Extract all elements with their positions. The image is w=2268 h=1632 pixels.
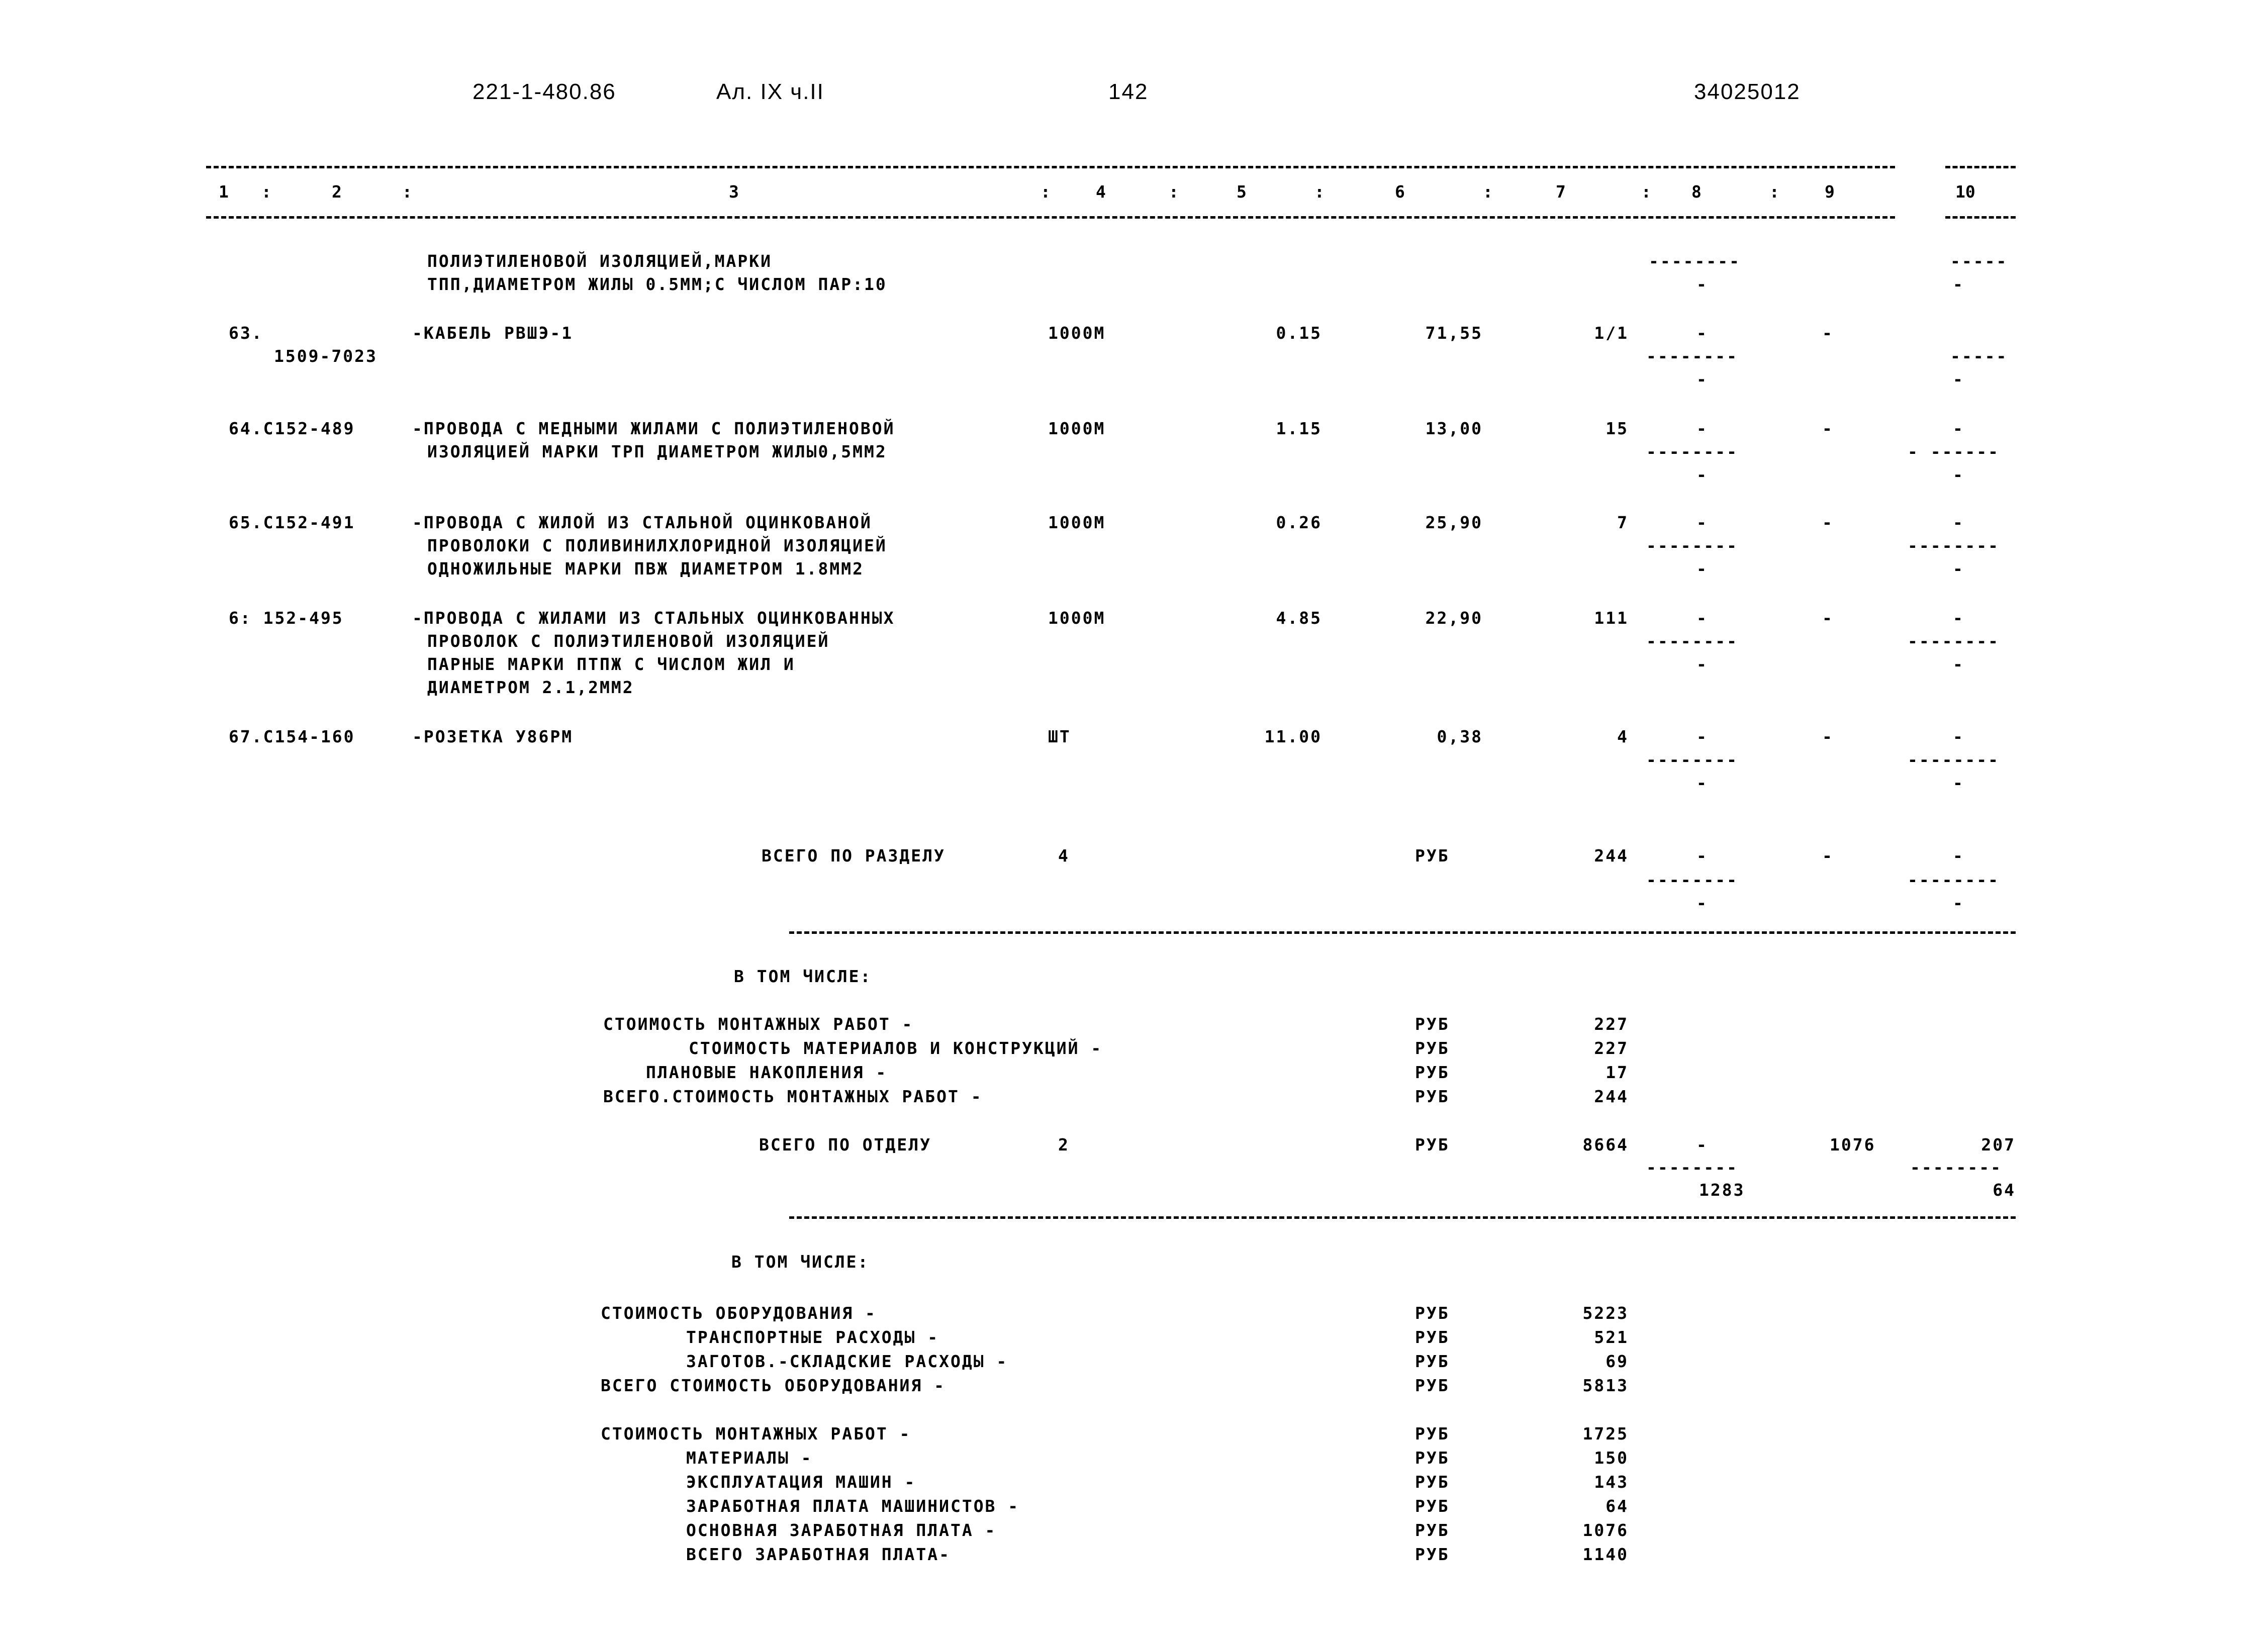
page-number: 142 (1108, 79, 1149, 104)
row-description-line: ПРОВОЛОК С ПОЛИЭТИЛЕНОВОЙ ИЗОЛЯЦИЕЙ (427, 631, 830, 651)
row-col10-bottom: - (1953, 559, 1964, 579)
row-quantity: 0.26 (1276, 513, 1322, 532)
column-header-4: 4 (1096, 182, 1106, 202)
breakdown-unit: РУБ (1415, 1063, 1450, 1082)
department-total-col8-dash: -------- (1646, 1158, 1738, 1177)
row-description-line: -РОЗЕТКА У86РМ (412, 727, 574, 746)
department-total-label: ВСЕГО ПО ОТДЕЛУ (759, 1135, 932, 1155)
breakdown-label: ВСЕГО СТОИМОСТЬ ОБОРУДОВАНИЯ - (601, 1376, 946, 1395)
breakdown-value: 244 (1594, 1087, 1629, 1106)
row-total: 15 (1605, 419, 1629, 438)
department-total-col10-bottom: 64 (1993, 1180, 2016, 1200)
column-separator: : (261, 182, 271, 202)
column-header-9: 9 (1825, 182, 1835, 202)
carry-over-col10-mark: - (1953, 274, 1964, 294)
section-total-rule (789, 931, 2016, 934)
row-quantity: 0.15 (1276, 323, 1322, 343)
carry-over-col8-dash: -------- (1649, 251, 1741, 271)
row-col8-bottom: - (1696, 465, 1708, 485)
row-col9: - (1822, 608, 1834, 628)
row-col8-bottom: - (1696, 654, 1708, 674)
row-description-line: ИЗОЛЯЦИЕЙ МАРКИ ТРП ДИАМЕТРОМ ЖИЛЫ0,5ММ2 (427, 442, 887, 461)
department-total-col10: 207 (1981, 1135, 2016, 1155)
row-description-line: -ПРОВОДА С МЕДНЫМИ ЖИЛАМИ С ПОЛИЭТИЛЕНОВОЙ (412, 419, 895, 438)
column-header-3: 3 (729, 182, 739, 202)
column-header-2: 2 (332, 182, 342, 202)
department-total-col8-mark: - (1696, 1135, 1708, 1155)
section-total-col8-bottom: - (1696, 893, 1708, 913)
document-number: 34025012 (1694, 79, 1801, 104)
breakdown-1-title: В ТОМ ЧИСЛЕ: (734, 967, 872, 986)
department-total-number: 2 (1058, 1135, 1070, 1155)
column-header-1: 1 (219, 182, 229, 202)
column-header-7: 7 (1556, 182, 1566, 202)
album-reference: Ал. IX ч.II (716, 79, 824, 104)
column-header-6: 6 (1395, 182, 1405, 202)
row-col9: - (1822, 419, 1834, 438)
breakdown-value: 1140 (1582, 1545, 1629, 1564)
row-description-line: -ПРОВОДА С ЖИЛОЙ ИЗ СТАЛЬНОЙ ОЦИНКОВАНОЙ (412, 513, 872, 532)
breakdown-unit: РУБ (1415, 1327, 1450, 1347)
breakdown-label: СТОИМОСТЬ МАТЕРИАЛОВ И КОНСТРУКЦИЙ - (689, 1038, 1103, 1058)
carry-over-line-1: ПОЛИЭТИЛЕНОВОЙ ИЗОЛЯЦИЕЙ,МАРКИ (427, 251, 773, 271)
row-price: 13,00 (1425, 419, 1483, 438)
department-total-unit: РУБ (1415, 1135, 1450, 1155)
column-separator: : (1169, 182, 1179, 202)
breakdown-value: 227 (1594, 1038, 1629, 1058)
row-price: 25,90 (1425, 513, 1483, 532)
breakdown-label: ВСЕГО.СТОИМОСТЬ МОНТАЖНЫХ РАБОТ - (603, 1087, 983, 1106)
column-header-5: 5 (1237, 182, 1247, 202)
row-col8-mark: - (1696, 727, 1708, 746)
section-total-unit: РУБ (1415, 846, 1450, 866)
breakdown-value: 1725 (1582, 1424, 1629, 1444)
row-description-line: ПАРНЫЕ МАРКИ ПТПЖ С ЧИСЛОМ ЖИЛ И (427, 654, 795, 674)
row-description-line: -КАБЕЛЬ РВШЭ-1 (412, 323, 574, 343)
breakdown-label: СТОИМОСТЬ МОНТАЖНЫХ РАБОТ - (603, 1014, 914, 1034)
row-col10-bottom: - (1953, 654, 1964, 674)
row-col9: - (1822, 513, 1834, 532)
breakdown-value: 5813 (1582, 1376, 1629, 1395)
breakdown-label: ЗАРАБОТНАЯ ПЛАТА МАШИНИСТОВ - (686, 1496, 1020, 1516)
row-quantity: 1.15 (1276, 419, 1322, 438)
carry-over-line-2: ТПП,ДИАМЕТРОМ ЖИЛЫ 0.5ММ;С ЧИСЛОМ ПАР:10 (427, 274, 887, 294)
section-total-amount: 244 (1594, 846, 1629, 866)
section-total-col10-mark: - (1953, 846, 1964, 866)
row-col10-mark: - (1953, 513, 1964, 532)
column-header-10: 10 (1955, 182, 1975, 202)
breakdown-unit: РУБ (1415, 1424, 1450, 1444)
section-total-number: 4 (1058, 846, 1070, 866)
row-number: 63. (229, 323, 263, 343)
department-total-rule (789, 1216, 2016, 1219)
row-price: 22,90 (1425, 608, 1483, 628)
column-separator: : (1041, 182, 1051, 202)
row-number: 67.С154-160 (229, 727, 355, 746)
row-col10-bottom: - (1953, 773, 1964, 793)
row-col8-bottom: - (1696, 559, 1708, 579)
column-header-8: 8 (1691, 182, 1702, 202)
breakdown-value: 5223 (1582, 1303, 1629, 1323)
row-col10-dash: ----- (1950, 346, 2008, 366)
breakdown-label: СТОИМОСТЬ МОНТАЖНЫХ РАБОТ - (601, 1424, 911, 1444)
column-separator: : (1314, 182, 1325, 202)
breakdown-value: 521 (1594, 1327, 1629, 1347)
row-description-line: ПРОВОЛОКИ С ПОЛИВИНИЛХЛОРИДНОЙ ИЗОЛЯЦИЕЙ (427, 536, 887, 555)
department-total-col9: 1076 (1830, 1135, 1876, 1155)
breakdown-value: 64 (1605, 1496, 1629, 1516)
row-unit: 1000М (1048, 513, 1106, 532)
section-total-col10-bottom: - (1953, 893, 1964, 913)
department-total-col10-dash: -------- (1910, 1158, 2002, 1177)
breakdown-value: 17 (1605, 1063, 1629, 1082)
row-quantity: 11.00 (1264, 727, 1322, 746)
row-col10-bottom: - (1953, 465, 1964, 485)
row-description-line: -ПРОВОДА С ЖИЛАМИ ИЗ СТАЛЬНЫХ ОЦИНКОВАННЫХ (412, 608, 895, 628)
row-unit: 1000М (1048, 323, 1106, 343)
breakdown-value: 227 (1594, 1014, 1629, 1034)
column-separator: : (1483, 182, 1493, 202)
row-col10-bottom: - (1953, 369, 1964, 389)
row-col8-bottom: - (1696, 369, 1708, 389)
document-code: 221-1-480.86 (472, 79, 616, 104)
breakdown-value: 1076 (1582, 1520, 1629, 1540)
breakdown-label: ЗАГОТОВ.-СКЛАДСКИЕ РАСХОДЫ - (686, 1352, 1008, 1371)
breakdown-unit: РУБ (1415, 1376, 1450, 1395)
row-col10-dash: -------- (1908, 536, 2000, 555)
breakdown-2-title: В ТОМ ЧИСЛЕ: (731, 1252, 870, 1272)
row-number: 64.С152-489 (229, 419, 355, 438)
section-total-col8-mark: - (1696, 846, 1708, 866)
section-total-col9: - (1822, 846, 1834, 866)
department-total-amount: 8664 (1582, 1135, 1629, 1155)
breakdown-unit: РУБ (1415, 1472, 1450, 1492)
breakdown-value: 69 (1605, 1352, 1629, 1371)
breakdown-label: СТОИМОСТЬ ОБОРУДОВАНИЯ - (601, 1303, 877, 1323)
header-top-rule (206, 166, 1895, 168)
breakdown-label: ОСНОВНАЯ ЗАРАБОТНАЯ ПЛАТА - (686, 1520, 997, 1540)
header-bottom-rule-col10 (1945, 216, 2016, 219)
carry-over-col8-mark: - (1696, 274, 1708, 294)
row-unit: 1000М (1048, 608, 1106, 628)
row-col8-dash: -------- (1646, 536, 1738, 555)
header-top-rule-col10 (1945, 166, 2016, 168)
breakdown-value: 143 (1594, 1472, 1629, 1492)
row-price: 71,55 (1425, 323, 1483, 343)
row-col10-dash: -------- (1908, 631, 2000, 651)
breakdown-label: ВСЕГО ЗАРАБОТНАЯ ПЛАТА- (686, 1545, 951, 1564)
row-number: 6: 152-495 (229, 608, 344, 628)
row-total: 7 (1617, 513, 1629, 532)
row-col8-dash: -------- (1646, 750, 1738, 770)
breakdown-unit: РУБ (1415, 1087, 1450, 1106)
row-col8-mark: - (1696, 419, 1708, 438)
row-description-line: ДИАМЕТРОМ 2.1,2ММ2 (427, 678, 634, 697)
section-total-col10-dash: -------- (1908, 870, 2000, 890)
row-description-line: ОДНОЖИЛЬНЫЕ МАРКИ ПВЖ ДИАМЕТРОМ 1.8ММ2 (427, 559, 864, 579)
row-col10-mark: - (1953, 727, 1964, 746)
breakdown-label: ЭКСПЛУАТАЦИЯ МАШИН - (686, 1472, 916, 1492)
breakdown-unit: РУБ (1415, 1303, 1450, 1323)
row-price: 0,38 (1437, 727, 1483, 746)
column-separator: : (1769, 182, 1779, 202)
breakdown-unit: РУБ (1415, 1496, 1450, 1516)
breakdown-label: МАТЕРИАЛЫ - (686, 1448, 813, 1468)
row-col8-bottom: - (1696, 773, 1708, 793)
section-total-col8-dash: -------- (1646, 870, 1738, 890)
section-total-label: ВСЕГО ПО РАЗДЕЛУ (762, 846, 946, 866)
breakdown-unit: РУБ (1415, 1038, 1450, 1058)
row-unit: ШТ (1048, 727, 1071, 746)
row-unit: 1000М (1048, 419, 1106, 438)
row-code: 1509-7023 (274, 346, 377, 366)
row-col8-dash: -------- (1646, 442, 1738, 461)
breakdown-unit: РУБ (1415, 1545, 1450, 1564)
row-col10-dash: - ------ (1908, 442, 2000, 461)
breakdown-unit: РУБ (1415, 1448, 1450, 1468)
row-col10-mark: - (1953, 608, 1964, 628)
row-col9: - (1822, 323, 1834, 343)
row-total: 111 (1594, 608, 1629, 628)
row-col8-mark: - (1696, 513, 1708, 532)
row-col8-mark: - (1696, 608, 1708, 628)
breakdown-label: ПЛАНОВЫЕ НАКОПЛЕНИЯ - (646, 1063, 888, 1082)
breakdown-unit: РУБ (1415, 1014, 1450, 1034)
breakdown-value: 150 (1594, 1448, 1629, 1468)
carry-over-col10-dash: ----- (1950, 251, 2008, 271)
row-col8-mark: - (1696, 323, 1708, 343)
breakdown-unit: РУБ (1415, 1520, 1450, 1540)
breakdown-unit: РУБ (1415, 1352, 1450, 1371)
row-col10-mark: - (1953, 419, 1964, 438)
header-bottom-rule (206, 216, 1895, 219)
row-col8-dash: -------- (1646, 346, 1738, 366)
breakdown-label: ТРАНСПОРТНЫЕ РАСХОДЫ - (686, 1327, 939, 1347)
column-separator: : (402, 182, 412, 202)
column-separator: : (1641, 182, 1651, 202)
row-total: 4 (1617, 727, 1629, 746)
row-col9: - (1822, 727, 1834, 746)
row-total: 1/1 (1594, 323, 1629, 343)
row-quantity: 4.85 (1276, 608, 1322, 628)
row-col8-dash: -------- (1646, 631, 1738, 651)
row-number: 65.С152-491 (229, 513, 355, 532)
row-col10-dash: -------- (1908, 750, 2000, 770)
department-total-col8-bottom: 1283 (1699, 1180, 1745, 1200)
